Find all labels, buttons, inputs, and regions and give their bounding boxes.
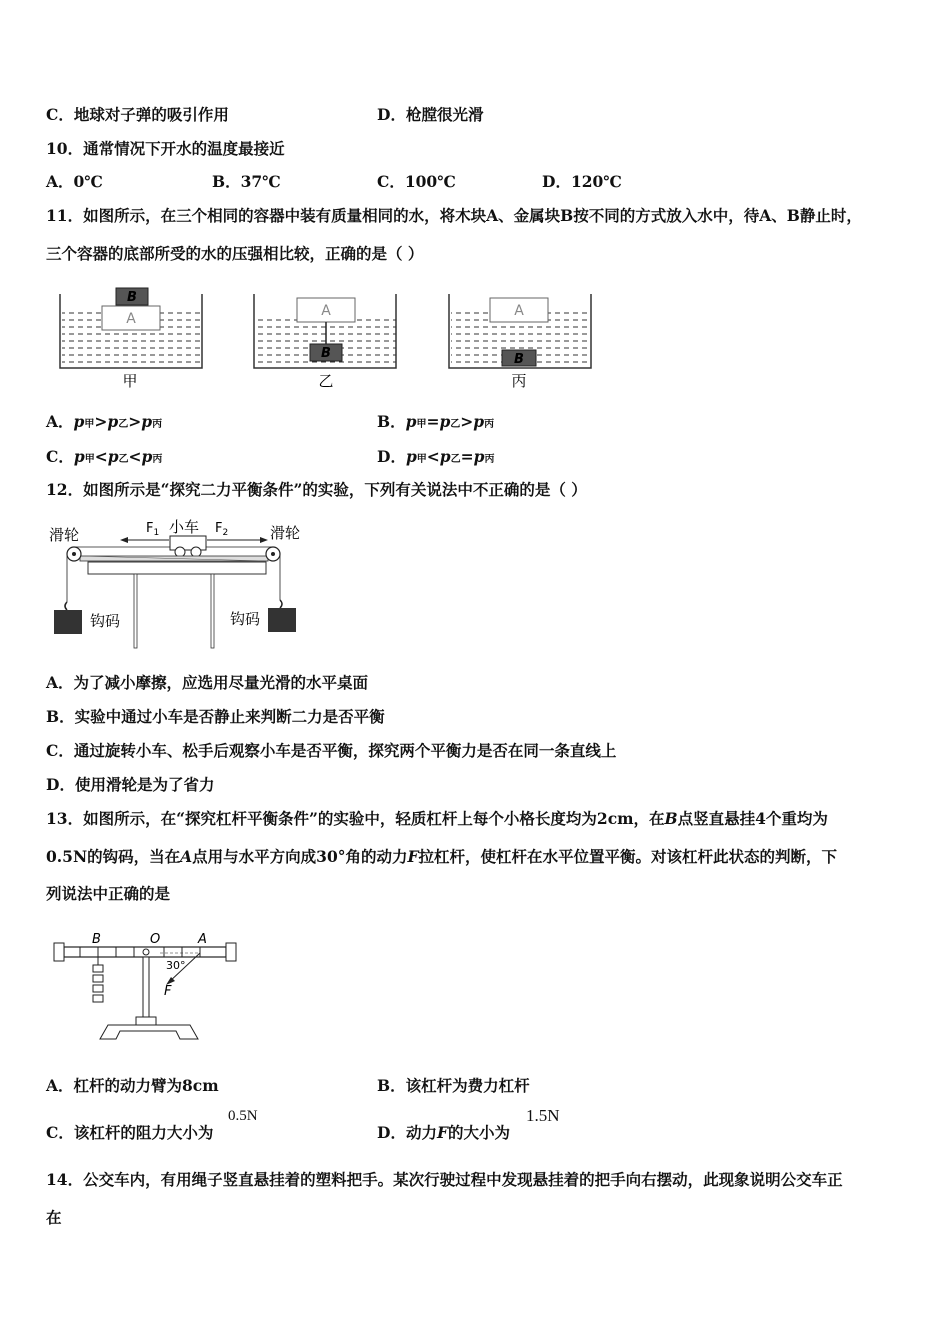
lever-angle-label: 30° xyxy=(166,959,186,972)
q13-option-c: C．该杠杆的阻力大小为 xyxy=(46,1123,214,1142)
caption-jia: 甲 xyxy=(122,372,138,390)
lever-point-a: A xyxy=(198,932,207,947)
q10-stem: 10．通常情况下开水的温度最接近 xyxy=(46,139,285,158)
q12-option-b: B．实验中通过小车是否静止来判断二力是否平衡 xyxy=(46,707,385,726)
q9-option-d: D．枪膛很光滑 xyxy=(377,105,484,124)
q13-stem-line3: 列说法中正确的是 xyxy=(46,884,171,903)
block-a-label-bing: A xyxy=(514,303,524,319)
caption-bing: 丙 xyxy=(511,372,527,390)
block-b-label-jia: B xyxy=(127,290,137,305)
weight-right-label: 钩码 xyxy=(230,610,261,628)
q10-option-c: C．100℃ xyxy=(377,172,456,191)
q13-stem-line1: 13．如图所示，在“探究杠杆平衡条件”的实验中，轻质杠杆上每个小格长度均为2cm，在B点竖直悬挂4个重均为 xyxy=(46,809,828,828)
caption-yi: 乙 xyxy=(318,372,334,390)
q11-stem-line2: 三个容器的底部所受的水的压强相比较，正确的是（ ） xyxy=(46,244,424,263)
q9-option-c: C．地球对子弹的吸引作用 xyxy=(46,105,229,124)
q10-option-d: D．120℃ xyxy=(542,172,622,191)
pulley-right-label: 滑轮 xyxy=(270,524,301,542)
q10-option-b: B．37℃ xyxy=(212,172,281,191)
q14-stem-line2: 在 xyxy=(46,1208,62,1227)
q12-option-d: D．使用滑轮是为了省力 xyxy=(46,775,215,794)
q11-option-b: B．p甲=p乙>p丙 xyxy=(377,412,495,431)
lever-pivot-o: O xyxy=(150,932,161,947)
q11-stem-line1: 11．如图所示，在三个相同的容器中装有质量相同的水，将木块A、金属块B按不同的方式放入水中，待A、B静止时， xyxy=(46,206,862,225)
q11-option-c: C．p甲<p乙<p丙 xyxy=(46,447,163,466)
block-a-label-jia: A xyxy=(126,311,136,327)
q10-option-a: A．0℃ xyxy=(46,172,103,191)
q12-option-c: C．通过旋转小车、松手后观察小车是否平衡，探究两个平衡力是否在同一条直线上 xyxy=(46,741,617,760)
weight-left-label: 钩码 xyxy=(90,612,121,630)
q13-lever-figure xyxy=(50,925,240,1047)
block-b-label-bing: B xyxy=(514,352,524,367)
q13-option-d-value: 1.5N xyxy=(526,1106,560,1125)
pulley-left-label: 滑轮 xyxy=(49,526,80,544)
q14-stem-line1: 14．公交车内，有用绳子竖直悬挂着的塑料把手。某次行驶过程中发现悬挂着的把手向右摆动，此现象说明公交车正 xyxy=(46,1170,843,1189)
q13-option-c-value: 0.5N xyxy=(228,1108,258,1124)
block-b-label-yi: B xyxy=(321,346,331,361)
lever-force-f: F xyxy=(164,984,172,999)
q13-stem-line2: 0.5N的钩码，当在A点用与水平方向成30°角的动力F拉杠杆，使杠杆在水平位置平衡。对该杠杆此状态的判断，下 xyxy=(46,847,838,866)
q11-option-a: A．p甲>p乙>p丙 xyxy=(46,412,163,431)
lever-point-b: B xyxy=(92,932,101,947)
q13-option-d: D．动力F的大小为 xyxy=(377,1123,510,1142)
container-bing xyxy=(449,294,591,390)
q12-option-a: A．为了减小摩擦，应选用尽量光滑的水平桌面 xyxy=(46,673,369,692)
q11-containers-figure xyxy=(50,282,610,392)
force-f1-label: $F_1$ xyxy=(146,521,160,538)
container-yi xyxy=(254,294,396,390)
cart-label: 小车 xyxy=(169,518,200,536)
q11-option-d: D．p甲<p乙=p丙 xyxy=(377,447,495,466)
container-jia xyxy=(60,288,202,390)
q12-balance-figure xyxy=(44,512,314,654)
block-a-label-yi: A xyxy=(321,303,331,319)
q13-option-a: A．杠杆的动力臂为8cm xyxy=(46,1076,219,1095)
force-f2-label: $F_2$ xyxy=(215,521,229,538)
q13-option-b: B．该杠杆为费力杠杆 xyxy=(377,1076,530,1095)
q12-stem: 12．如图所示是“探究二力平衡条件”的实验，下列有关说法中不正确的是（ ） xyxy=(46,480,587,499)
